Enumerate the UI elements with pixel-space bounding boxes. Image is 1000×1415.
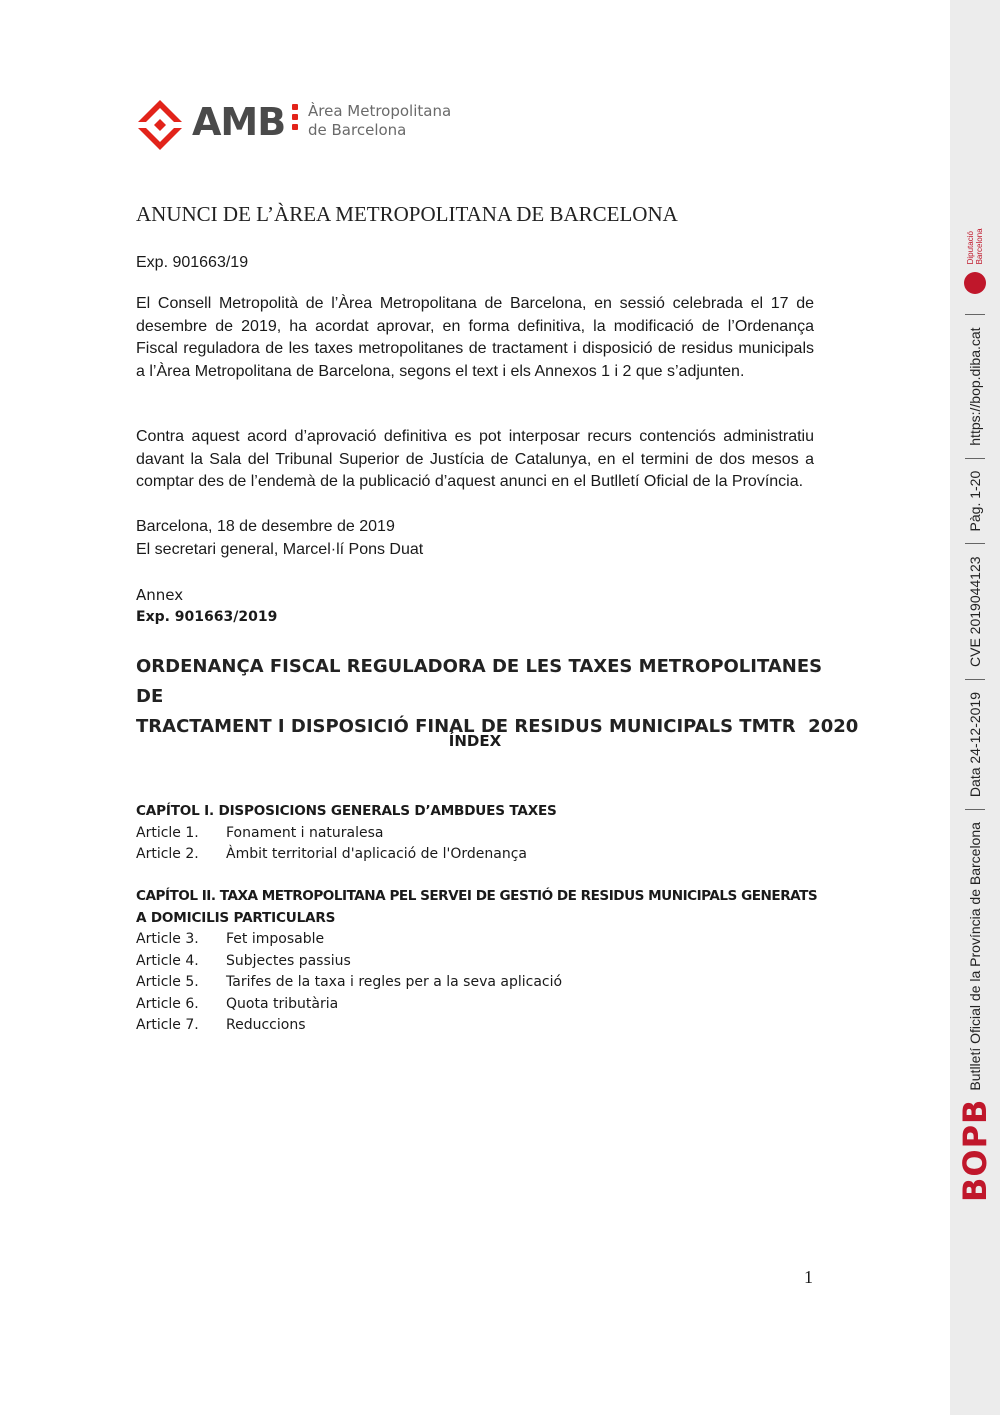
amb-logo-dots xyxy=(292,104,298,140)
diputacio-seal-icon xyxy=(964,272,986,294)
index-row xyxy=(136,951,826,973)
bop-url-link[interactable]: https://bop.diba.cat xyxy=(967,327,983,446)
annex-label: Annex xyxy=(136,586,184,604)
paragraph-approval: El Consell Metropolità de l’Àrea Metropolitana de Barcelona, en sessió celebrada el 17 de desembre de 2019, ha acordat aprovar, en forma definitiva, la modificació de l’Ordenança Fiscal reguladora de les taxes metropolitanes de tractament i disposició de residus municipals a l’Àrea Metropolitana de Barcelona, segons el text i els Annexos 1 i 2 que s’adjunten. xyxy=(136,295,814,380)
amb-logo xyxy=(136,98,456,156)
article-title: Subjectes passius xyxy=(226,952,351,969)
annex-expedient: Exp. 901663/2019 xyxy=(136,609,278,625)
index-row xyxy=(136,929,826,951)
signature-block xyxy=(136,515,423,561)
index-row xyxy=(136,1015,826,1037)
bop-sidebar-stamp xyxy=(955,2,995,1202)
article-title: Reduccions xyxy=(226,1017,306,1033)
index-row xyxy=(136,994,826,1016)
article-number: Article 1. xyxy=(136,824,199,841)
bop-cve: CVE 2019044123 xyxy=(967,556,983,667)
signatory: El secretari general, Marcel·lí Pons Duat xyxy=(136,541,424,558)
article-number: Article 3. xyxy=(136,931,199,947)
divider xyxy=(965,679,985,680)
article-title: Àmbit territorial d'aplicació de l'Ordenança xyxy=(226,846,527,862)
bop-pages: Pàg. 1-20 xyxy=(967,470,983,532)
index-heading: ÍNDEX xyxy=(448,732,502,750)
article-number: Article 2. xyxy=(136,846,199,862)
diputacio-logo-text xyxy=(966,228,984,264)
amb-logo-subtitle-line1: Àrea Metropolitana xyxy=(308,102,452,120)
ordinance-title xyxy=(136,652,859,742)
article-number: Article 5. xyxy=(136,974,199,990)
article-title: Fet imposable xyxy=(226,931,325,947)
chapter-heading-line2: A DOMICILIS PARTICULARS xyxy=(136,909,336,926)
bop-publication-name: Butlletí Oficial de la Província de Barcelona xyxy=(967,822,983,1091)
index-row xyxy=(136,844,826,866)
divider xyxy=(965,809,985,810)
chapter-heading: CAPÍTOL I. DISPOSICIONS GENERALS D’AMBDUES TAXES xyxy=(136,803,557,819)
amb-logo-subtitle-line2: de Barcelona xyxy=(308,121,407,139)
index-row xyxy=(136,972,826,994)
amb-logo-subtitle xyxy=(308,102,451,140)
amb-logo-mark-icon xyxy=(136,98,184,156)
ordinance-title-line2: TRACTAMENT I DISPOSICIÓ FINAL DE RESIDUS MUNICIPALS TMTR 2020 xyxy=(136,716,859,737)
chapter-1 xyxy=(136,801,826,866)
expedient-number: Exp. 901663/19 xyxy=(136,254,249,271)
bop-date: Data 24-12-2019 xyxy=(967,692,983,798)
annex-block xyxy=(136,584,277,628)
divider xyxy=(965,458,985,459)
amb-logo-text: AMB xyxy=(192,100,286,144)
place-date: Barcelona, 18 de desembre de 2019 xyxy=(136,518,395,535)
page-number: 1 xyxy=(804,1267,813,1287)
index-row xyxy=(136,823,826,845)
diputacio-line1: Diputació xyxy=(966,231,975,265)
divider xyxy=(965,314,985,315)
article-title: Quota tributària xyxy=(226,995,339,1012)
divider xyxy=(965,543,985,544)
bopb-brand: BOPB xyxy=(956,1098,994,1202)
chapter-heading: CAPÍTOL II. TAXA METROPOLITANA PEL SERVEI DE GESTIÓ DE RESIDUS MUNICIPALS GENERATS xyxy=(136,888,818,904)
article-number: Article 7. xyxy=(136,1017,199,1033)
article-number: Article 4. xyxy=(136,952,199,969)
article-title: Fonament i naturalesa xyxy=(226,824,384,841)
article-title: Tarifes de la taxa i regles per a la seva aplicació xyxy=(226,974,563,990)
paragraph-appeal: Contra aquest acord d’aprovació definitiva es pot interposar recurs contenciós administratiu davant la Sala del Tribunal Superior de Justícia de Catalunya, en el termini de dos mesos a comptar des de l’endemà de la publicació d’aquest anunci en el Butlletí Oficial de la Província. xyxy=(136,428,814,490)
chapter-2 xyxy=(136,886,826,1037)
diputacio-line2: Barcelona xyxy=(975,228,984,265)
article-number: Article 6. xyxy=(136,995,199,1012)
page-title: ANUNCI DE L’ÀREA METROPOLITANA DE BARCELONA xyxy=(136,202,678,226)
ordinance-title-line1: ORDENANÇA FISCAL REGULADORA DE LES TAXES METROPOLITANES DE xyxy=(136,656,823,707)
